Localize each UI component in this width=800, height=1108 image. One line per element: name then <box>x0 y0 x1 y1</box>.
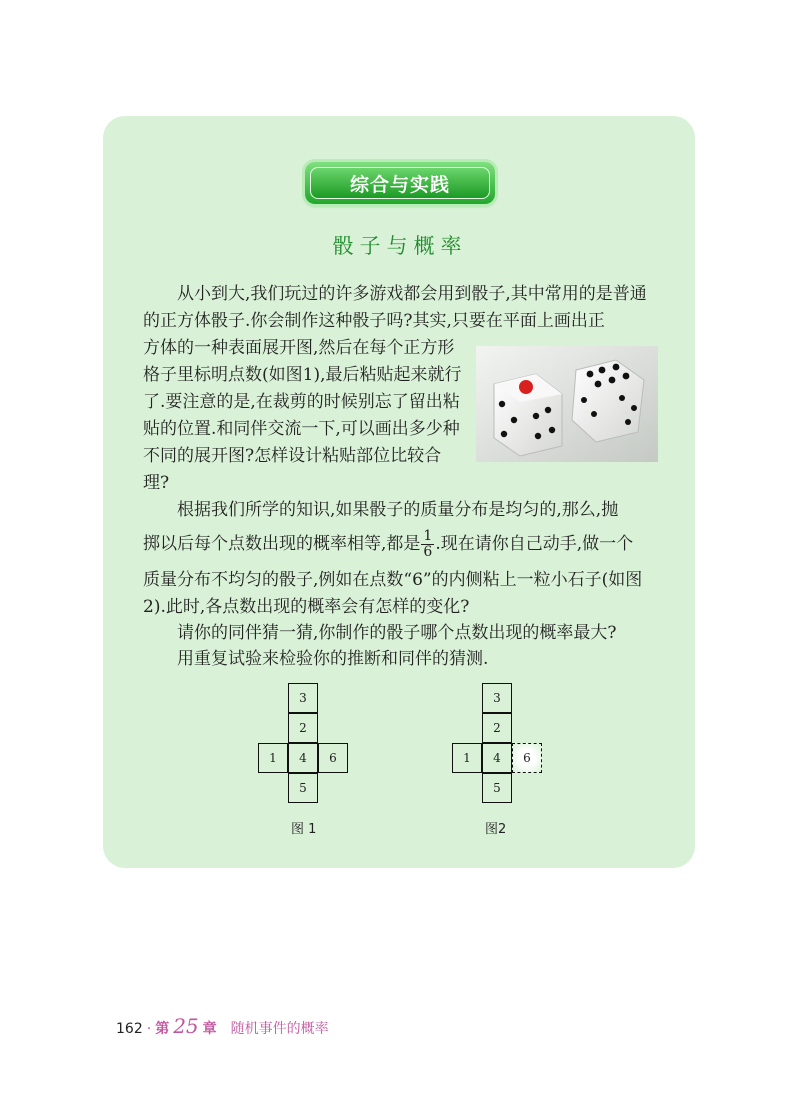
net2-cell-6-weighted: 6 <box>512 743 542 773</box>
figure-2-caption: 图2 <box>485 822 507 837</box>
net1-cell-6: 6 <box>318 743 348 773</box>
paragraph-2-text-b: 掷以后每个点数出现的概率相等,都是 <box>143 534 421 554</box>
chapter-prefix: 第 <box>155 1021 170 1037</box>
paragraph-1-text: 从小到大,我们玩过的许多游戏都会用到骰子,其中常用的是普通的正方体骰子.你会制作这种骰子吗?其实,只要在平面上画出正 <box>143 284 647 331</box>
fraction-numerator: 1 <box>423 528 433 544</box>
net2-cell-3: 3 <box>482 683 512 713</box>
section-badge <box>305 162 495 204</box>
section-title: 骰子与概率 <box>332 234 468 258</box>
net1-cell-2: 2 <box>288 713 318 743</box>
section-badge-label: 综合与实践 <box>310 167 490 199</box>
chapter-number: 25 <box>173 1014 199 1038</box>
figure-2-net <box>452 683 544 805</box>
chapter-title: 随机事件的概率 <box>230 1021 329 1037</box>
paragraph-3-text: 请你的同伴猜一猜,你制作的骰子哪个点数出现的概率最大? <box>177 623 617 643</box>
net1-cell-4: 4 <box>288 743 318 773</box>
figure-1-net <box>258 683 350 805</box>
paragraph-3 <box>143 620 663 647</box>
chapter-suffix: 章 <box>202 1021 217 1037</box>
paragraph-2-text-a: 根据我们所学的知识,如果骰子的质量分布是均匀的,那么,抛 <box>177 500 619 520</box>
paragraph-2-line2 <box>143 529 663 560</box>
dice-photo <box>476 346 658 462</box>
paragraph-2-rest: 质量分布不均匀的骰子,例如在点数“6”的内侧粘上一粒小石子(如图2).此时,各点数出现的概率会有怎样的变化? <box>143 570 643 617</box>
paragraph-4-text: 用重复试验来检验你的推断和同伴的猜测. <box>177 649 489 669</box>
net2-cell-1: 1 <box>452 743 482 773</box>
net2-cell-4: 4 <box>482 743 512 773</box>
page-number: 162 <box>116 1021 143 1037</box>
fraction-denominator: 6 <box>423 544 433 560</box>
paragraph-1-wrap: 方体的一种表面展开图,然后在每个正方形格子里标明点数(如图1),最后粘贴起来就行了.要注意的是,在裁剪的时候别忘了留出粘贴的位置.和同伴交流一下,可以画出多少种不同的展开图?怎样设计粘贴部位比较合理? <box>143 338 462 493</box>
figure-1-caption: 图 1 <box>291 822 317 837</box>
net2-cell-2: 2 <box>482 713 512 743</box>
fraction-one-sixth <box>421 529 434 560</box>
page-footer <box>116 1014 329 1038</box>
die-right <box>572 360 644 442</box>
paragraph-4 <box>143 646 663 673</box>
net2-cell-5: 5 <box>482 773 512 803</box>
net1-cell-5: 5 <box>288 773 318 803</box>
paragraph-2-line1 <box>143 497 663 524</box>
net1-cell-1: 1 <box>258 743 288 773</box>
paragraph-2-text-c: .现在请你自己动手,做一个 <box>435 534 634 554</box>
footer-dot: · <box>146 1021 152 1037</box>
paragraph-1-top <box>143 281 663 335</box>
net1-cell-3: 3 <box>288 683 318 713</box>
die-left <box>494 374 562 456</box>
